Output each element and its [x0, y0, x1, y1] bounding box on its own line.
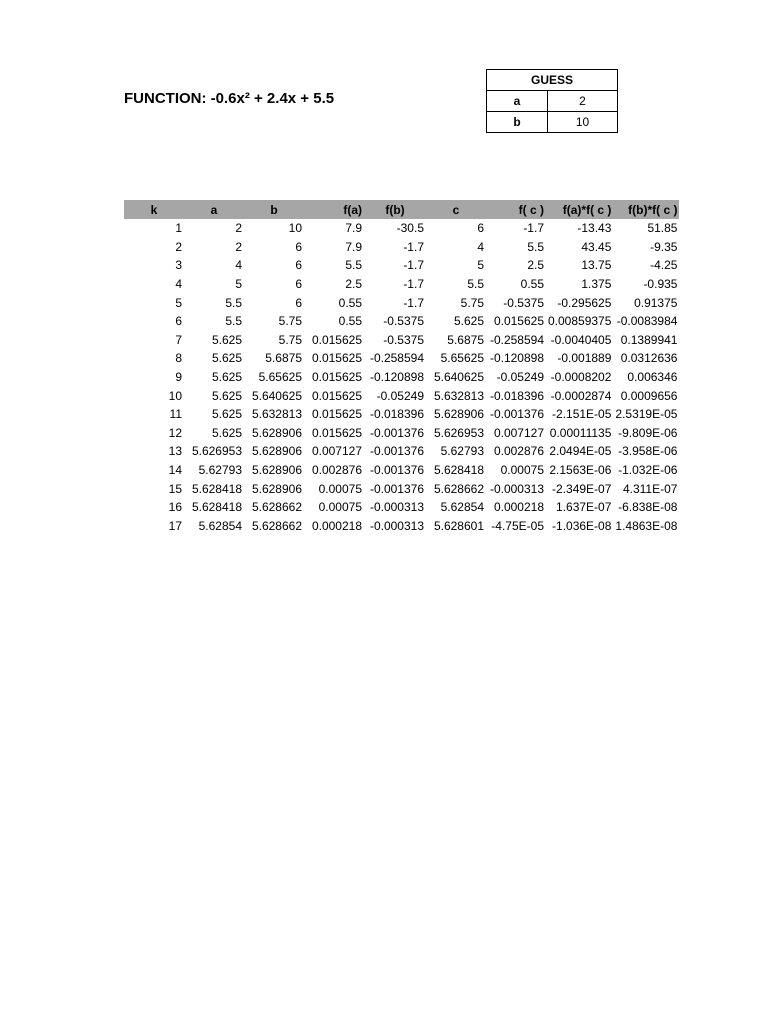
cell-fc: 5.5	[527, 239, 544, 254]
cell-k: 17	[168, 518, 182, 533]
cell-fc: 0.015625	[493, 314, 544, 329]
cell-a: 5.5	[225, 314, 242, 329]
cell-b: 5.628906	[251, 425, 302, 440]
cell-fa: 0.015625	[311, 407, 362, 422]
cell-b: 5.6875	[265, 351, 302, 366]
cell-fb: -0.5375	[383, 332, 424, 347]
header-fb-fc: f(b)*f( c )	[613, 200, 679, 219]
cell-b: 5.640625	[251, 388, 302, 403]
table-row	[124, 386, 679, 405]
cell-k: 6	[175, 314, 182, 329]
cell-c: 5.628601	[433, 518, 484, 533]
cell-fa-fc: 43.45	[581, 239, 612, 254]
cell-fb-fc: -1.032E-06	[618, 463, 678, 478]
guess-label-a: a	[487, 91, 548, 112]
cell-b: 5.628662	[251, 500, 302, 515]
bisection-table	[124, 200, 679, 535]
cell-fa: 0.002876	[311, 463, 362, 478]
cell-fb: -1.7	[403, 239, 424, 254]
cell-fa: 0.000218	[311, 518, 362, 533]
cell-a: 5.628418	[191, 500, 242, 515]
cell-k: 14	[168, 463, 182, 478]
cell-fc: -0.001376	[489, 407, 544, 422]
cell-c: 6	[477, 221, 484, 236]
cell-fa: 0.55	[338, 314, 362, 329]
table-row	[124, 349, 679, 368]
cell-k: 16	[168, 500, 182, 515]
cell-a: 5.625	[211, 351, 242, 366]
cell-fb-fc: -9.809E-06	[618, 425, 678, 440]
cell-fb: -1.7	[403, 277, 424, 292]
cell-fa: 5.5	[345, 258, 362, 273]
cell-a: 5.625	[211, 332, 242, 347]
cell-a: 5.626953	[191, 444, 242, 459]
cell-fa: 2.5	[345, 277, 362, 292]
cell-fb: -0.001376	[369, 481, 424, 496]
cell-fa: 0.015625	[311, 332, 362, 347]
cell-fa: 0.015625	[311, 370, 362, 385]
table-row	[124, 498, 679, 517]
cell-c: 5.75	[460, 295, 484, 310]
cell-fa-fc: -0.295625	[557, 295, 612, 310]
cell-a: 2	[235, 221, 242, 236]
table-row	[124, 442, 679, 461]
cell-c: 5	[477, 258, 484, 273]
cell-fb-fc: 0.91375	[634, 295, 678, 310]
cell-fb-fc: -6.838E-08	[618, 500, 678, 515]
guess-row-a	[487, 91, 618, 112]
cell-b: 6	[295, 295, 302, 310]
cell-b: 6	[295, 239, 302, 254]
table-row	[124, 405, 679, 424]
cell-k: 8	[175, 351, 182, 366]
cell-fa-fc: 0.00011135	[549, 425, 612, 440]
guess-value-a: 2	[548, 91, 618, 112]
cell-fc: 0.55	[520, 277, 544, 292]
cell-c: 4	[477, 239, 484, 254]
cell-a: 5.625	[211, 407, 242, 422]
cell-fb-fc: 0.0312636	[620, 351, 678, 366]
cell-k: 10	[168, 388, 182, 403]
cell-fa: 0.00075	[318, 481, 362, 496]
cell-fb-fc: 51.85	[647, 221, 678, 236]
cell-a: 5.628418	[191, 481, 242, 496]
cell-a: 5.625	[211, 425, 242, 440]
guess-row-b	[487, 112, 618, 133]
cell-fa-fc: -2.349E-07	[552, 481, 612, 496]
cell-c: 5.5	[467, 277, 484, 292]
table-row	[124, 238, 679, 257]
cell-c: 5.626953	[433, 425, 484, 440]
guess-header-row	[487, 70, 618, 91]
cell-fb-fc: -4.25	[650, 258, 678, 273]
cell-c: 5.628906	[433, 407, 484, 422]
cell-fc: 0.007127	[493, 425, 544, 440]
table-body	[124, 219, 679, 535]
cell-k: 3	[175, 258, 182, 273]
header-fa: f(a)	[304, 200, 364, 219]
cell-b: 5.65625	[258, 370, 302, 385]
table-row	[124, 219, 679, 238]
cell-fb: -0.001376	[369, 444, 424, 459]
cell-a: 5.62793	[198, 463, 242, 478]
table-row	[124, 293, 679, 312]
cell-fa: 0.007127	[311, 444, 362, 459]
cell-b: 5.628906	[251, 463, 302, 478]
cell-c: 5.628662	[433, 481, 484, 496]
cell-fa-fc: 2.1563E-06	[549, 463, 612, 478]
cell-a: 5.625	[211, 370, 242, 385]
cell-fc: 2.5	[527, 258, 544, 273]
cell-fb: -0.001376	[369, 425, 424, 440]
cell-a: 5	[235, 277, 242, 292]
cell-fc: -0.000313	[489, 481, 544, 496]
cell-c: 5.625	[453, 314, 484, 329]
cell-fb-fc: 0.006346	[627, 370, 678, 385]
header-fb: f(b)	[364, 200, 426, 219]
cell-fa-fc: 2.0494E-05	[549, 444, 612, 459]
cell-k: 7	[175, 332, 182, 347]
cell-fc: 0.00075	[500, 463, 544, 478]
cell-fa-fc: -13.43	[577, 221, 612, 236]
cell-fc: -0.05249	[496, 370, 544, 385]
cell-fa: 0.015625	[311, 388, 362, 403]
cell-fb: -0.05249	[376, 388, 424, 403]
header-b: b	[244, 200, 304, 219]
cell-fb-fc: 0.0009656	[620, 388, 678, 403]
cell-fa-fc: -0.001889	[557, 351, 612, 366]
table-row	[124, 461, 679, 480]
cell-fa-fc: -0.0008202	[550, 370, 612, 385]
table-row	[124, 479, 679, 498]
cell-fc: -0.120898	[489, 351, 544, 366]
cell-b: 5.628906	[251, 444, 302, 459]
cell-k: 11	[169, 407, 182, 422]
cell-fa-fc: -2.151E-05	[552, 407, 612, 422]
cell-b: 5.632813	[251, 407, 302, 422]
cell-c: 5.628418	[433, 463, 484, 478]
cell-fb: -0.120898	[369, 370, 424, 385]
header-c: c	[426, 200, 486, 219]
cell-c: 5.62793	[440, 444, 484, 459]
cell-b: 5.75	[278, 314, 302, 329]
cell-fa-fc: 13.75	[581, 258, 612, 273]
cell-fc: 0.002876	[493, 444, 544, 459]
cell-fa-fc: 0.00859375	[548, 314, 612, 329]
cell-fa-fc: -1.036E-08	[552, 518, 612, 533]
function-title: FUNCTION: -0.6x² + 2.4x + 5.5	[124, 90, 335, 107]
guess-header: GUESS	[487, 70, 618, 91]
table-row	[124, 331, 679, 350]
cell-b: 10	[288, 221, 302, 236]
cell-fa: 7.9	[345, 221, 362, 236]
cell-fb-fc: -0.935	[643, 277, 678, 292]
guess-value-b: 10	[548, 112, 618, 133]
cell-fc: -1.7	[523, 221, 544, 236]
cell-b: 5.628662	[251, 518, 302, 533]
cell-k: 12	[168, 425, 182, 440]
table-row	[124, 517, 679, 536]
cell-fb: -0.018396	[369, 407, 424, 422]
cell-a: 5.62854	[198, 518, 242, 533]
cell-c: 5.6875	[447, 332, 484, 347]
header-a: a	[184, 200, 244, 219]
cell-c: 5.632813	[433, 388, 484, 403]
cell-b: 5.628906	[251, 481, 302, 496]
cell-fb: -30.5	[396, 221, 424, 236]
guess-table	[486, 69, 618, 133]
cell-k: 15	[168, 481, 182, 496]
cell-fa: 0.015625	[311, 425, 362, 440]
cell-k: 2	[175, 239, 182, 254]
cell-fa-fc: -0.0002874	[550, 388, 612, 403]
cell-fa-fc: 1.375	[581, 277, 612, 292]
cell-a: 5.625	[211, 388, 242, 403]
cell-k: 9	[175, 370, 182, 385]
cell-fb-fc: 0.1389941	[620, 332, 678, 347]
cell-fa-fc: -0.0040405	[550, 332, 612, 347]
table-row	[124, 424, 679, 443]
cell-fc: -0.018396	[489, 388, 544, 403]
guess-label-b: b	[487, 112, 548, 133]
cell-fc: -0.258594	[489, 332, 544, 347]
cell-fb: -0.000313	[369, 500, 424, 515]
cell-k: 4	[175, 277, 182, 292]
cell-fb: -0.001376	[369, 463, 424, 478]
cell-fb: -1.7	[403, 295, 424, 310]
cell-fc: -0.5375	[503, 295, 544, 310]
header-k: k	[124, 200, 184, 219]
cell-fa: 0.015625	[311, 351, 362, 366]
cell-b: 6	[295, 258, 302, 273]
header-fa-fc: f(a)*f( c )	[546, 200, 613, 219]
cell-fb-fc: -0.0083984	[616, 314, 678, 329]
cell-fb: -1.7	[403, 258, 424, 273]
cell-fb-fc: -3.958E-06	[618, 444, 678, 459]
cell-c: 5.640625	[433, 370, 484, 385]
cell-b: 5.75	[278, 332, 302, 347]
cell-fb-fc: 1.4863E-08	[615, 518, 678, 533]
table-row	[124, 312, 679, 331]
cell-fb-fc: -9.35	[650, 239, 678, 254]
cell-fb-fc: 2.5319E-05	[615, 407, 678, 422]
cell-fb-fc: 4.311E-07	[622, 481, 678, 496]
cell-fb: -0.258594	[369, 351, 424, 366]
cell-a: 4	[235, 258, 242, 273]
cell-fc: -4.75E-05	[491, 518, 544, 533]
cell-k: 1	[175, 221, 182, 236]
cell-k: 5	[175, 295, 182, 310]
cell-c: 5.65625	[440, 351, 484, 366]
cell-fa: 7.9	[345, 239, 362, 254]
header-fc: f( c )	[486, 200, 546, 219]
cell-fa: 0.00075	[318, 500, 362, 515]
cell-fa: 0.55	[338, 295, 362, 310]
cell-a: 5.5	[225, 295, 242, 310]
table-row	[124, 368, 679, 387]
cell-k: 13	[168, 444, 182, 459]
cell-fb: -0.000313	[369, 518, 424, 533]
table-header-row	[124, 200, 679, 219]
cell-fc: 0.000218	[493, 500, 544, 515]
cell-c: 5.62854	[440, 500, 484, 515]
cell-b: 6	[295, 277, 302, 292]
table-row	[124, 275, 679, 294]
cell-a: 2	[235, 239, 242, 254]
cell-fa-fc: 1.637E-07	[556, 500, 612, 515]
cell-fb: -0.5375	[383, 314, 424, 329]
table-row	[124, 256, 679, 275]
